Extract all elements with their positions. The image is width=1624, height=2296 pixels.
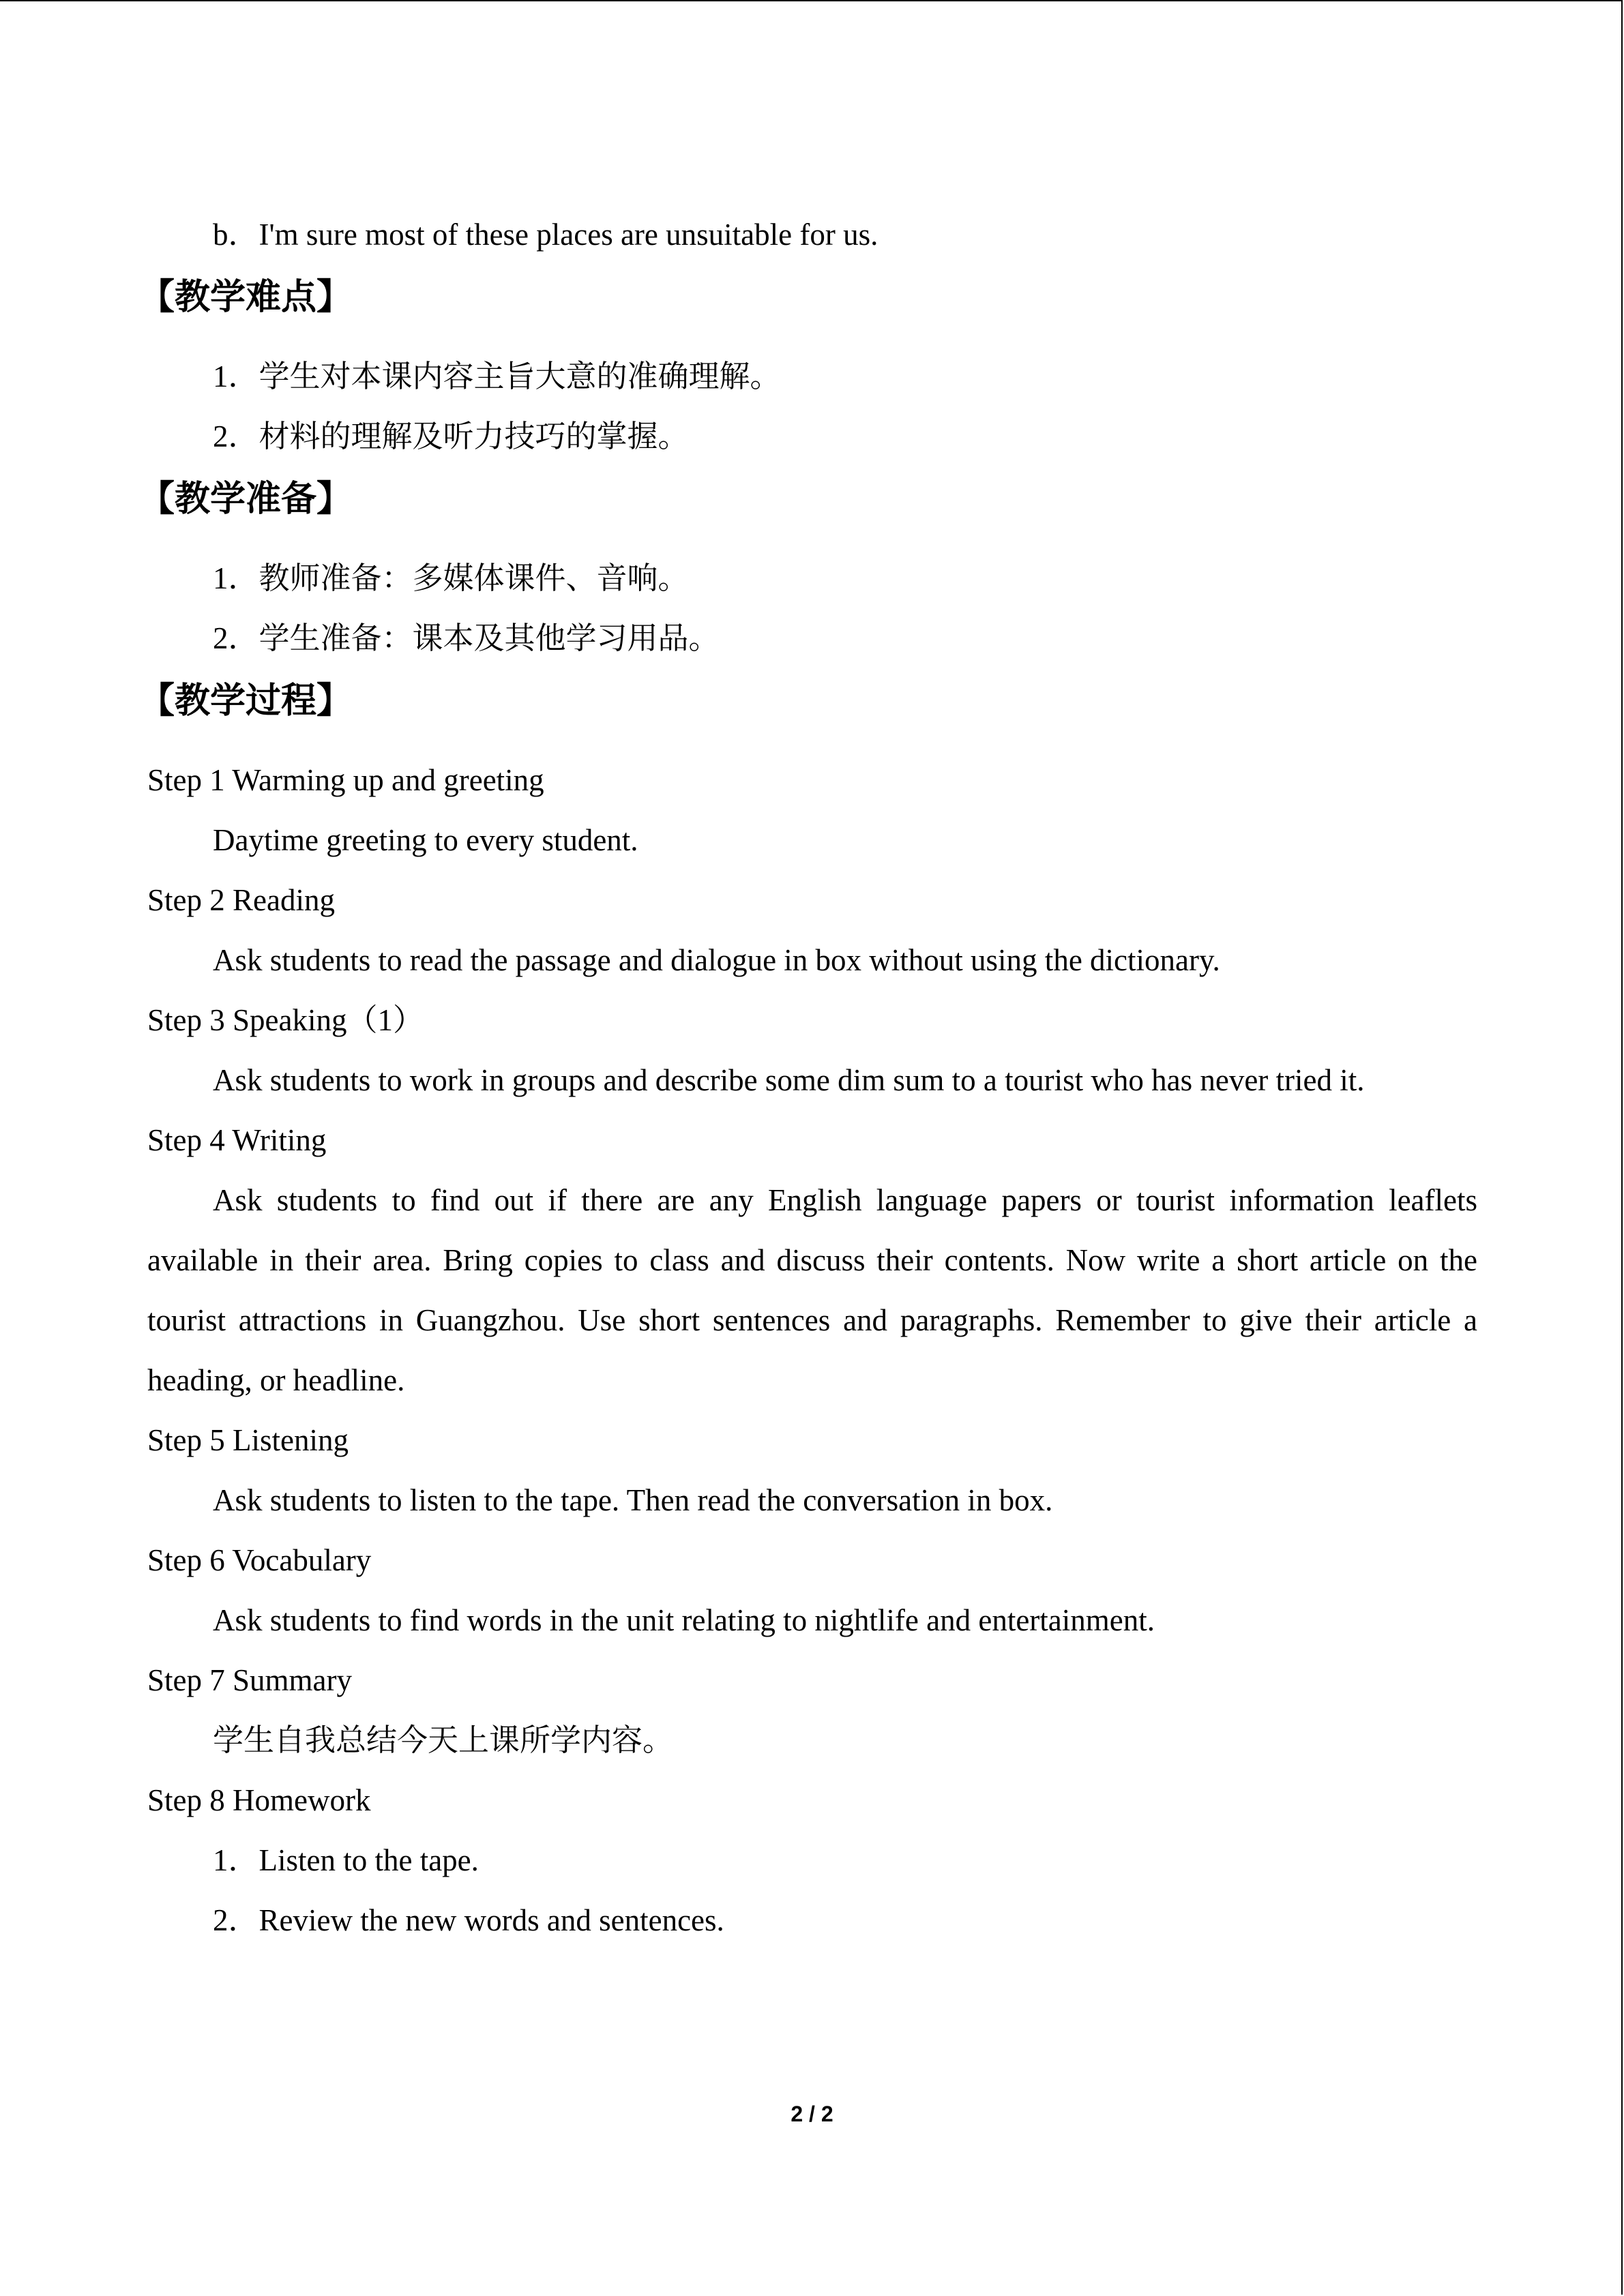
step-title: Step 8 Homework (147, 1783, 371, 1817)
step-body: Ask students to read the passage and dialogue in box without using the dictionary. (213, 943, 1220, 977)
step-body: Ask students to listen to the tape. Then read the conversation in box. (213, 1483, 1053, 1517)
homework-item: 2．Review the new words and sentences. (213, 1903, 724, 1937)
document-body (139, 205, 1477, 1950)
step-title: Step 3 Speaking（1） (147, 1003, 424, 1037)
step-title: Step 2 Reading (147, 883, 335, 917)
homework-item: 1．Listen to the tape. (213, 1843, 479, 1877)
preparation-item: 1．教师准备：多媒体课件、音响。 (213, 561, 689, 595)
section-heading-process: 【教学过程】 (139, 681, 353, 721)
step-title: Step 6 Vocabulary (147, 1543, 372, 1577)
step-title: Step 5 Listening (147, 1423, 349, 1457)
section-heading-preparation: 【教学准备】 (139, 479, 353, 520)
step-body: 学生自我总结今天上课所学内容。 (213, 1723, 674, 1757)
step-title: Step 7 Summary (147, 1663, 352, 1697)
step-body: Ask students to work in groups and describe some dim sum to a tourist who has never tried it. (213, 1063, 1365, 1097)
difficulty-item: 2．材料的理解及听力技巧的掌握。 (213, 419, 689, 453)
step-body-paragraph: Ask students to find out if there are any English language papers or tourist information leaflets available in their area. Bring copies to class and discuss their contents. Now write a short article on the tourist attractions in Guangzhou. Use short sentences and paragraphs. Remember to give their article a heading, or headline. (147, 1183, 1477, 1397)
step-body: Daytime greeting to every student. (213, 823, 638, 857)
difficulty-item: 1．学生对本课内容主旨大意的准确理解。 (213, 359, 781, 393)
step-title: Step 4 Writing (147, 1123, 327, 1157)
step-title: Step 1 Warming up and greeting (147, 763, 544, 797)
page-number: 2 / 2 (791, 2102, 833, 2126)
preparation-item: 2．学生准备：课本及其他学习用品。 (213, 621, 720, 655)
intro-line: b．I'm sure most of these places are unsuitable for us. (213, 218, 879, 252)
step-body: Ask students to find words in the unit relating to nightlife and entertainment. (213, 1603, 1155, 1637)
section-heading-difficulties: 【教学难点】 (139, 277, 353, 318)
